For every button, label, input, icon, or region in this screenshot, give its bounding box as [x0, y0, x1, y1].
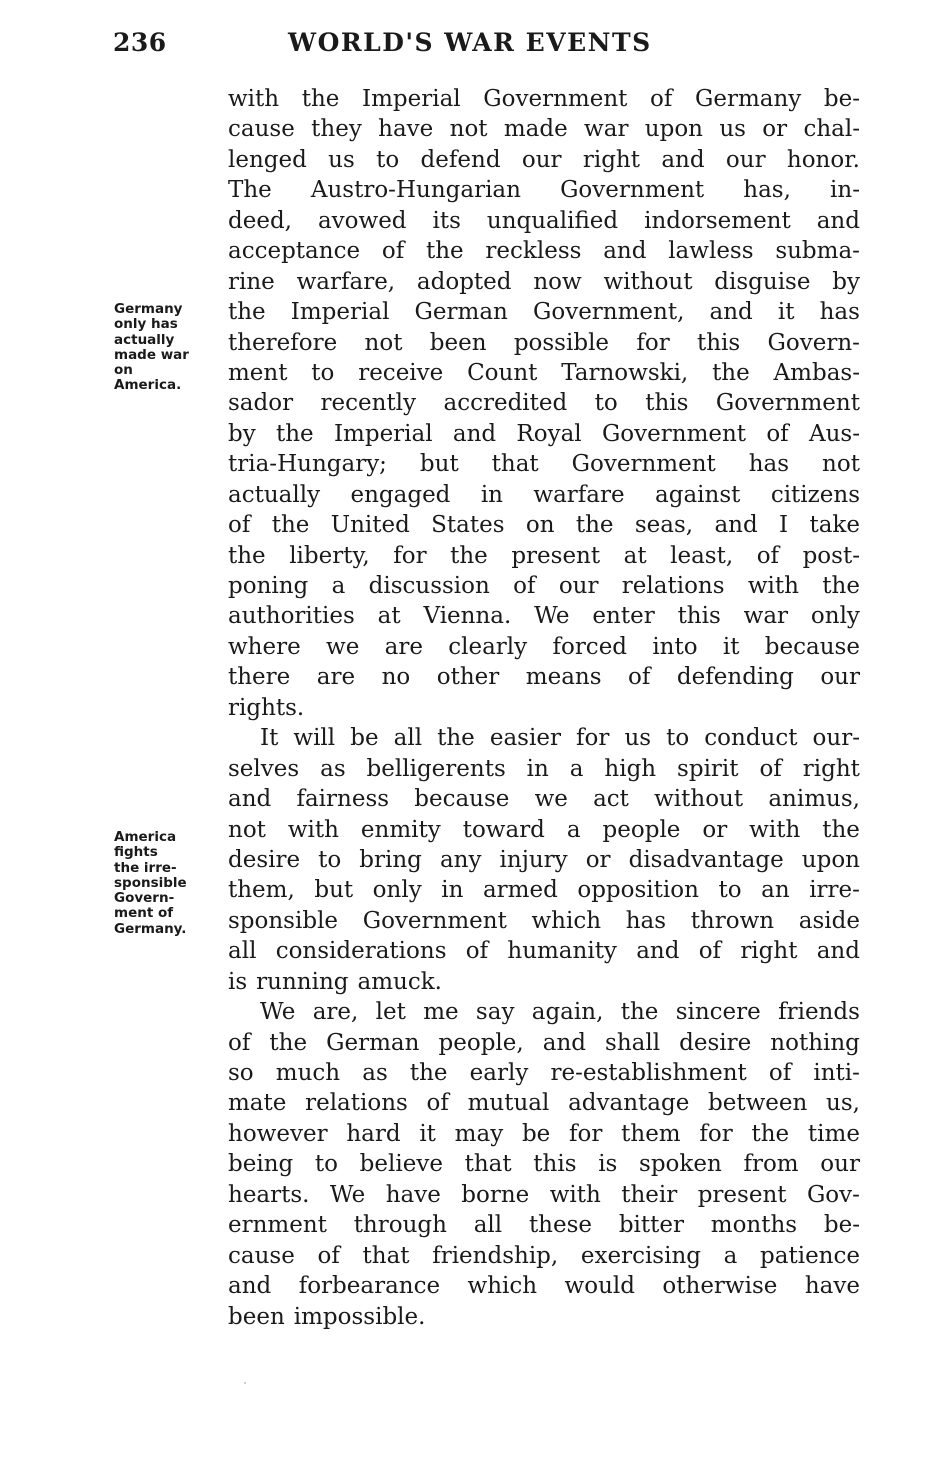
body-line: there are no other means of defending our — [228, 664, 860, 691]
body-line: of the United States on the seas, and I take — [228, 512, 860, 539]
margin-note-line: actually — [114, 331, 175, 348]
body-line: of the German people, and shall desire nothing — [228, 1029, 860, 1056]
running-head: WORLD'S WAR EVENTS — [288, 28, 652, 57]
body-line: all considerations of humanity and of right and — [228, 938, 860, 965]
body-line: ernment through all these bitter months be- — [228, 1212, 860, 1239]
body-line: mate relations of mutual advantage between us, — [228, 1090, 860, 1117]
body-line: so much as the early re-establishment of inti- — [228, 1060, 860, 1086]
body-text — [228, 84, 860, 1332]
body-line: It will be all the easier for us to conduct our- — [260, 725, 860, 752]
page-number: 236 — [113, 28, 167, 57]
margin-note-line: Govern- — [114, 890, 175, 907]
margin-note — [114, 302, 214, 394]
body-line: and fairness because we act without animus, — [228, 786, 860, 813]
body-line: acceptance of the reckless and lawless subma- — [228, 238, 860, 265]
margin-note-line: made war — [114, 346, 189, 363]
body-line: cause of that friendship, exercising a patience — [228, 1242, 860, 1269]
body-line: rights. — [228, 694, 305, 721]
body-line: desire to bring any injury or disadvantage upon — [228, 846, 860, 873]
body-line: the Imperial German Government, and it has — [228, 299, 860, 326]
margin-note-line: only has — [114, 316, 178, 333]
margin-note-line: America — [114, 829, 177, 845]
body-line: being to believe that this is spoken from our — [228, 1151, 860, 1178]
margin-note-line: sponsible — [114, 874, 187, 891]
margin-note-line: the irre- — [114, 859, 177, 876]
body-line: The Austro-Hungarian Government has, in- — [228, 177, 860, 204]
margin-note-line: Germany — [114, 301, 183, 317]
margin-note-line: fights — [114, 844, 158, 861]
body-line: where we are clearly forced into it because — [228, 633, 860, 660]
body-line: not with enmity toward a people or with the — [228, 816, 860, 843]
body-line: deed, avowed its unqualified indorsement and — [228, 207, 860, 234]
body-line: rine warfare, adopted now without disguise by — [228, 268, 860, 295]
body-line: been impossible. — [228, 1303, 426, 1330]
body-line: authorities at Vienna. We enter this war only — [228, 603, 860, 630]
margin-note-line: America. — [114, 377, 182, 394]
print-speck — [244, 1382, 246, 1384]
body-line: sponsible Government which has thrown aside — [228, 907, 860, 934]
body-line: with the Imperial Government of Germany be- — [228, 86, 860, 112]
body-line: actually engaged in warfare against citizens — [228, 481, 860, 508]
body-line: tria-Hungary; but that Government has not — [228, 451, 860, 478]
body-line: is running amuck. — [228, 968, 442, 995]
body-line: by the Imperial and Royal Government of Aus- — [228, 420, 860, 447]
margin-note-line: Germany. — [114, 920, 187, 937]
body-line: them, but only in armed opposition to an irre- — [228, 877, 860, 904]
body-line: the liberty, for the present at least, of post- — [228, 542, 860, 569]
body-line: ment to receive Count Tarnowski, the Ambas- — [228, 359, 860, 386]
body-line: lenged us to defend our right and our honor. — [228, 146, 860, 173]
body-line: selves as belligerents in a high spirit of right — [228, 755, 860, 782]
margin-note-line: on — [114, 362, 133, 379]
body-line: hearts. We have borne with their present Gov- — [228, 1181, 860, 1208]
body-line: poning a discussion of our relations with the — [228, 573, 860, 599]
body-line: however hard it may be for them for the time — [228, 1120, 860, 1147]
body-line: cause they have not made war upon us or chal- — [228, 116, 860, 143]
margin-note — [114, 830, 214, 937]
body-line: We are, let me say again, the sincere friends — [260, 999, 860, 1026]
body-line: sador recently accredited to this Government — [228, 390, 860, 417]
body-line: and forbearance which would otherwise have — [228, 1273, 860, 1300]
body-line: therefore not been possible for this Govern- — [228, 329, 860, 356]
margin-note-line: ment of — [114, 905, 174, 922]
